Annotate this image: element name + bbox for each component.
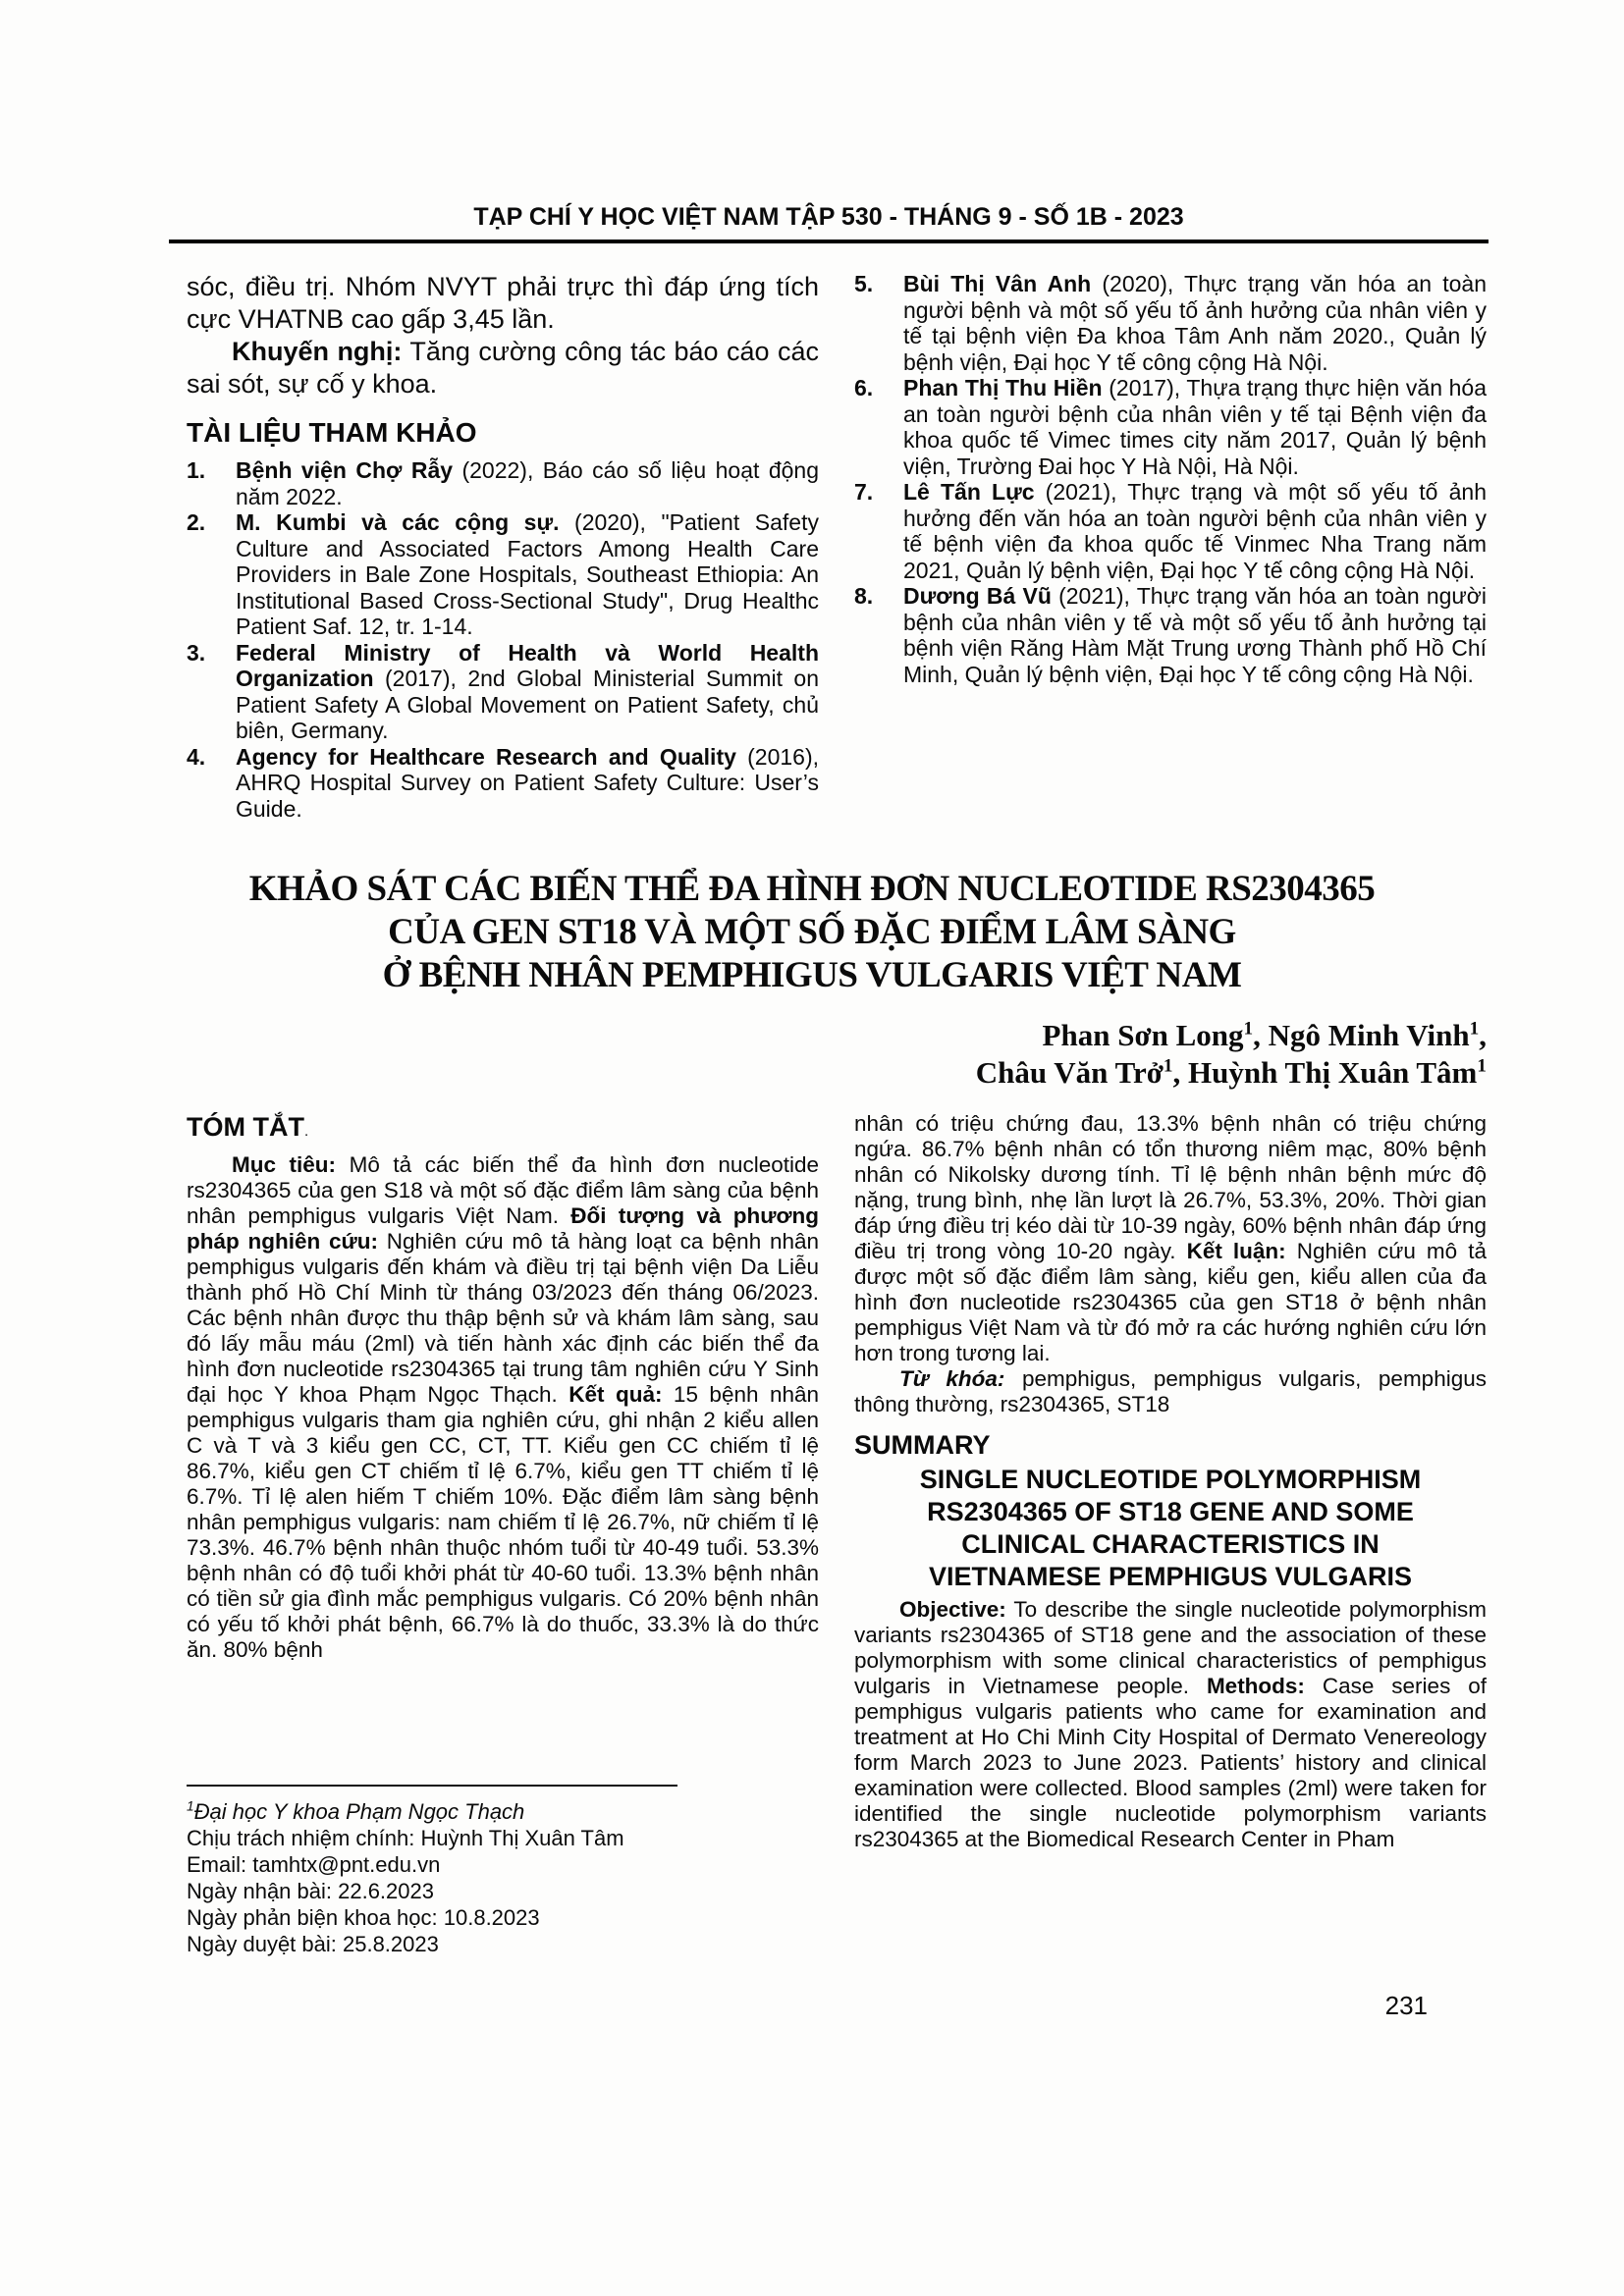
- reference-item-3: [187, 640, 819, 744]
- prev-article-closing-paragraph: sóc, điều trị. Nhóm NVYT phải trực thì đáp ứng tích cực VHATNB cao gấp 3,45 lần.: [187, 272, 819, 334]
- article-title-line-1: KHẢO SÁT CÁC BIẾN THỂ ĐA HÌNH ĐƠN NUCLEOTIDE RS2304365: [248, 869, 1376, 909]
- summary-title-line-1: SINGLE NUCLEOTIDE POLYMORPHISM: [919, 1465, 1422, 1494]
- journal-header: [169, 202, 1489, 243]
- reference-number: 7.: [854, 479, 874, 505]
- reference-text: Lê Tấn Lực (2021), Thực trạng và một số yếu tố ảnh hưởng đến văn hóa an toàn người bệnh của nhân viên y tế bệnh viện đa khoa quốc tế Vinmec Nha Trang năm 2021, Quản lý bệnh viện, Đại học Y tế công cộng Hà Nội.: [903, 479, 1487, 583]
- reference-number: 5.: [854, 271, 874, 296]
- reference-number: 8.: [854, 583, 874, 609]
- right-column-top: [854, 271, 1487, 822]
- reference-item-7: [854, 479, 1487, 583]
- references-heading: TÀI LIỆU THAM KHẢO: [187, 417, 477, 448]
- footnote-corresponding-author: Chịu trách nhiệm chính: Huỳnh Thị Xuân Tâm: [187, 1826, 624, 1850]
- article-title-line-2: CỦA GEN ST18 VÀ MỘT SỐ ĐẶC ĐIỂM LÂM SÀNG: [388, 912, 1236, 952]
- summary-english-title: [854, 1464, 1487, 1593]
- top-two-column-section: [187, 271, 1487, 822]
- summary-body: Objective: To describe the single nucleotide polymorphism variants rs2304365 of ST18 gene and the association of these polymorphism with some clinical characteristics of pemphigus vulgaris in Vietnamese people. Methods: Case series of pemphigus vulgaris patients who came for examination and treatment at Ho Chi Minh City Hospital of Dermato Venereology form March 2023 to June 2023. Patients’ history and clinical examination were collected. Blood samples (2ml) were taken for identified the single nucleotide polymorphism variants rs2304365 at the Biomedical Research Center in Pham: [854, 1597, 1487, 1851]
- reference-number: 2.: [187, 509, 206, 535]
- footnote-rule: [187, 1785, 677, 1787]
- prev-article-recommendation: Khuyến nghị: Tăng cường công tác báo cáo các sai sót, sự cố y khoa.: [187, 337, 819, 399]
- reference-text: Phan Thị Thu Hiền (2017), Thựa trạng thực hiện văn hóa an toàn người bệnh của nhân viên y tế tại Bệnh viện đa khoa quốc tế Vimec times city năm 2017, Quản lý bệnh viện, Trường Đai học Y Hà Nội, Hà Nội.: [903, 375, 1487, 479]
- article-title-line-3: Ở BỆNH NHÂN PEMPHIGUS VULGARIS VIỆT NAM: [382, 955, 1242, 995]
- abstract-vi-part-1: Mục tiêu: Mô tả các biến thể đa hình đơn nucleotide rs2304365 của gen S18 và một số đặc điểm lâm sàng của bệnh nhân pemphigus vulgaris Việt Nam. Đối tượng và phương pháp nghiên cứu: Nghiên cứu mô tả hàng loạt ca bệnh nhân pemphigus vulgaris đến khám và điều trị tại bệnh viện Da Liễu thành phố Hồ Chí Minh từ tháng 03/2023 đến tháng 06/2023. Các bệnh nhân được thu thập bệnh sử và khám lâm sàng, sau đó lấy mẫu máu (2ml) và tiến hành xác định các biến thể đa hình đơn nucleotide rs2304365 tại trung tâm nghiên cứu Y Sinh đại học Y khoa Phạm Ngọc Thạch. Kết quả: 15 bệnh nhân pemphigus vulgaris tham gia nghiên cứu, ghi nhận 2 kiểu allen C và T và 3 kiểu gen CC, CT, TT. Kiểu gen CC chiếm tỉ lệ 86.7%, kiểu gen CT chiếm tỉ lệ 6.7%, kiểu gen TT chiếm tỉ lệ 6.7%. Tỉ lệ alen hiếm T chiếm 10%. Đặc điểm lâm sàng bệnh nhân pemphigus vulgaris: nam chiếm tỉ lệ 26.7%, nữ chiếm tỉ lệ 73.3%. 46.7% bệnh nhân thuộc nhóm tuổi từ 40-49 tuổi. 53.3% bệnh nhân có độ tuổi khởi phát từ 40-60 tuổi. 13.3% bệnh nhân có tiền sử gia đình mắc pemphigus vulgaris. Có 20% bệnh nhân có yếu tố khởi phát bệnh, 66.7% là do thuốc, 33.3% là do thức ăn. 80% bệnh: [187, 1152, 820, 1662]
- page-number: 231: [1384, 1991, 1428, 2020]
- left-column-top: [187, 271, 819, 822]
- footnote-accepted-date: Ngày duyệt bài: 25.8.2023: [187, 1932, 439, 1956]
- keywords-line: Từ khóa: pemphigus, pemphigus vulgaris, pemphigus thông thường, rs2304365, ST18: [854, 1366, 1487, 1416]
- abstract-two-column-section: [187, 1111, 1487, 1852]
- reference-text: Federal Ministry of Health và World Health Organization (2017), 2nd Global Ministerial Summit on Patient Safety A Global Movement on Patient Safety, chủ biên, Germany.: [236, 639, 819, 743]
- reference-item-6: [854, 375, 1487, 479]
- article-title: [0, 868, 1624, 997]
- reference-item-4: [187, 744, 819, 823]
- abstract-right-column: [854, 1111, 1487, 1852]
- abstract-left-column: [187, 1111, 819, 1852]
- abstract-vi-part-2: nhân có triệu chứng đau, 13.3% bệnh nhân có triệu chứng ngứa. 86.7% bệnh nhân có tổn thương niêm mạc, 80% bệnh nhân có Nikolsky dương tính. Tỉ lệ bệnh nhân bệnh mức độ nặng, trung bình, nhẹ lần lượt là 26.7%, 53.3%, 20%. Thời gian đáp ứng điều trị kéo dài từ 10-39 ngày, 60% bệnh nhân đáp ứng điều trị trong vòng 10-20 ngày. Kết luận: Nghiên cứu mô tả được một số đặc điểm lâm sàng, kiểu gen, kiểu allen của đa hình đơn nucleotide rs2304365 của gen ST18 ở bệnh nhân pemphigus Việt Nam và từ đó mở ra các hướng nghiên cứu lớn hơn trong tương lai.: [854, 1111, 1487, 1365]
- article-authors: [187, 1017, 1487, 1092]
- reference-text: Agency for Healthcare Research and Quality (2016), AHRQ Hospital Survey on Patient Safety Culture: User’s Guide.: [236, 743, 820, 822]
- references-list-left: [187, 457, 819, 822]
- reference-number: 3.: [187, 639, 206, 666]
- reference-number: 4.: [187, 743, 206, 770]
- reference-item-1: [187, 457, 819, 509]
- reference-item-8: [854, 583, 1487, 687]
- reference-number: 6.: [854, 375, 874, 400]
- author-line-2: Châu Văn Trở$^1$, Huỳnh Thị Xuân Tâm$^1$: [975, 1055, 1487, 1090]
- summary-heading: SUMMARY: [854, 1430, 991, 1460]
- reference-item-2: [187, 509, 819, 640]
- reference-text: M. Kumbi và các cộng sự. (2020), "Patient Safety Culture and Associated Factors Among Health Care Providers in Bale Zone Hospitals, Southeast Ethiopia: An Institutional Based Cross-Sectional Study", Drug Healthc Patient Saf. 12, tr. 1-14.: [236, 509, 819, 639]
- reference-text: Bùi Thị Vân Anh (2020), Thực trạng văn hóa an toàn người bệnh và một số yếu tố ảnh hưởng của nhân viên y tế tại bệnh viện Đa khoa Tâm Anh năm 2020., Quản lý bệnh viện, Đại học Y tế công cộng Hà Nội.: [903, 271, 1487, 375]
- footnote-received-date: Ngày nhận bài: 22.6.2023: [187, 1879, 434, 1903]
- journal-header-text: TẠP CHÍ Y HỌC VIỆT NAM TẬP 530 - THÁNG 9 - SỐ 1B - 2023: [473, 203, 1184, 231]
- reference-text: Dương Bá Vũ (2021), Thực trạng văn hóa an toàn người bệnh của nhân viên y tế và một số yếu tố ảnh hưởng tại bệnh viện Răng Hàm Mặt Trung ương Thành phố Hồ Chí Minh, Quản lý bệnh viện, Đại học Y tế công cộng Hà Nội.: [903, 583, 1487, 687]
- abstract-heading-dot: .: [303, 1123, 309, 1140]
- reference-number: 1.: [187, 457, 206, 483]
- summary-title-line-3: CLINICAL CHARACTERISTICS IN: [961, 1529, 1380, 1559]
- abstract-heading-text: TÓM TẮT: [187, 1112, 304, 1142]
- abstract-heading: [187, 1111, 819, 1148]
- reference-item-5: [854, 271, 1487, 375]
- summary-title-line-4: VIETNAMESE PEMPHIGUS VULGARIS: [928, 1562, 1413, 1591]
- footnote-review-date: Ngày phản biện khoa học: 10.8.2023: [187, 1905, 540, 1930]
- footnote-email: Email: tamhtx@pnt.edu.vn: [187, 1852, 441, 1877]
- author-line-1: Phan Sơn Long$^1$, Ngô Minh Vinh$^1$,: [1042, 1018, 1487, 1052]
- footnote: [187, 1785, 819, 1957]
- footnote-affiliation: $^1$Đại học Y khoa Phạm Ngọc Thạch: [187, 1798, 525, 1824]
- summary-title-line-2: RS2304365 OF ST18 GENE AND SOME: [927, 1497, 1414, 1526]
- reference-text: Bệnh viện Chợ Rẫy (2022), Báo cáo số liệu hoạt động năm 2022.: [236, 457, 820, 509]
